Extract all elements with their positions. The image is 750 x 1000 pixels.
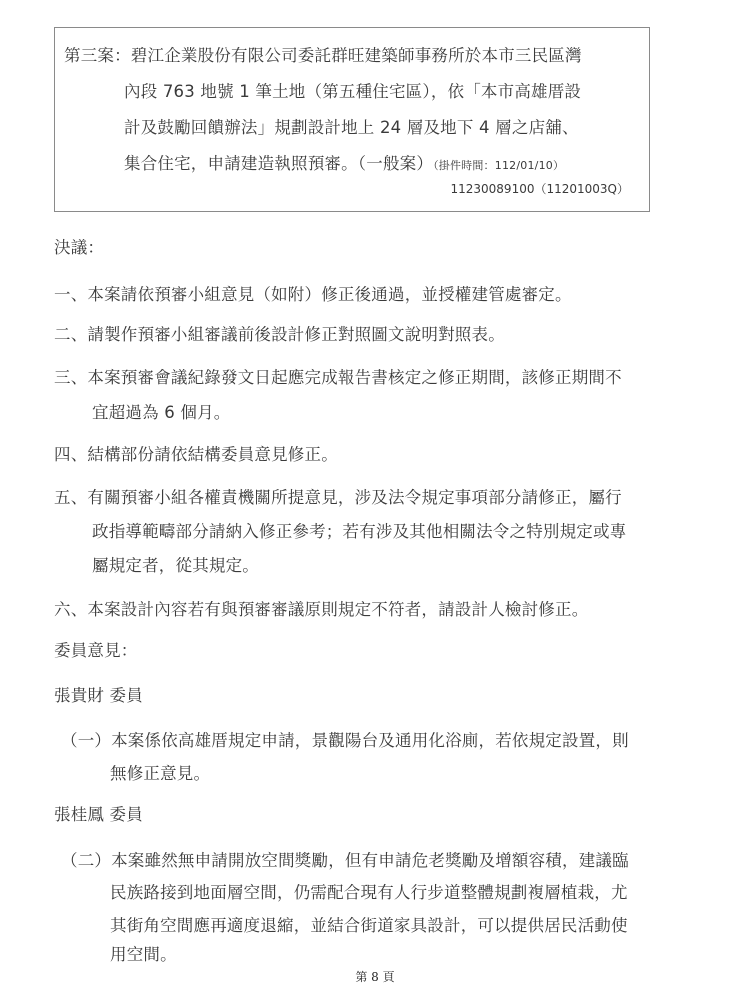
case-title-line-2: 內段 763 地號 1 筆土地（第五種住宅區），依「本市高雄厝設 — [124, 82, 582, 101]
opinions-heading: 委員意見： — [54, 641, 138, 660]
opinion-item-1: （一）本案係依高雄厝規定申請，景觀陽台及通用化浴廁，若依規定設置，則 — [61, 731, 629, 750]
case-title-line-3: 計及鼓勵回饋辦法」規劃設計地上 24 層及地下 4 層之店舖、 — [124, 118, 579, 137]
resolution-heading: 決議： — [54, 238, 105, 257]
member-name-2: 張桂鳳 委員 — [54, 805, 143, 824]
page-number: 第 8 頁 — [355, 970, 395, 984]
resolution-item-1: 一、本案請依預審小組意見（如附）修正後通過，並授權建管處審定。 — [54, 285, 572, 304]
resolution-item-5-cont-1: 政指導範疇部分請納入修正參考；若有涉及其他相關法令之特別規定或專 — [92, 522, 627, 541]
case-title-line-4 — [124, 150, 564, 174]
opinion-item-2-cont-3: 用空間。 — [110, 945, 177, 964]
resolution-item-3: 三、本案預審會議紀錄發文日起應完成報告書核定之修正期間，該修正期間不 — [54, 368, 622, 387]
resolution-item-4: 四、結構部份請依結構委員意見修正。 — [54, 445, 338, 464]
opinion-item-1-cont: 無修正意見。 — [110, 764, 211, 783]
filing-time: （掛件時間：112/01/10） — [433, 159, 565, 172]
case-summary-box — [54, 27, 650, 212]
resolution-item-2: 二、請製作預審小組審議前後設計修正對照圖文說明對照表。 — [54, 325, 505, 344]
resolution-item-6: 六、本案設計內容若有與預審審議原則規定不符者，請設計人檢討修正。 — [54, 600, 589, 619]
resolution-item-5-cont-2: 屬規定者，從其規定。 — [92, 556, 259, 575]
resolution-item-5: 五、有關預審小組各權責機關所提意見，涉及法令規定事項部分請修正，屬行 — [54, 488, 622, 507]
case-title-line-1: 第三案：碧江企業股份有限公司委託群旺建築師事務所於本市三民區灣 — [64, 46, 582, 65]
opinion-item-2-cont-2: 其街角空間應再適度退縮，並結合街道家具設計，可以提供居民活動使 — [110, 916, 628, 935]
opinion-item-2: （二）本案雖然無申請開放空間獎勵，但有申請危老獎勵及增額容積，建議臨 — [61, 851, 629, 870]
opinion-item-2-cont-1: 民族路接到地面層空間，仍需配合現有人行步道整體規劃複層植栽，尤 — [110, 883, 628, 902]
resolution-item-3-cont: 宜超過為 6 個月。 — [92, 403, 231, 422]
case-title-line-4-text: 集合住宅，申請建造執照預審。（一般案） — [124, 154, 434, 173]
case-number: 11230089100（11201003Q） — [450, 182, 629, 196]
member-name-1: 張貴財 委員 — [54, 686, 143, 705]
